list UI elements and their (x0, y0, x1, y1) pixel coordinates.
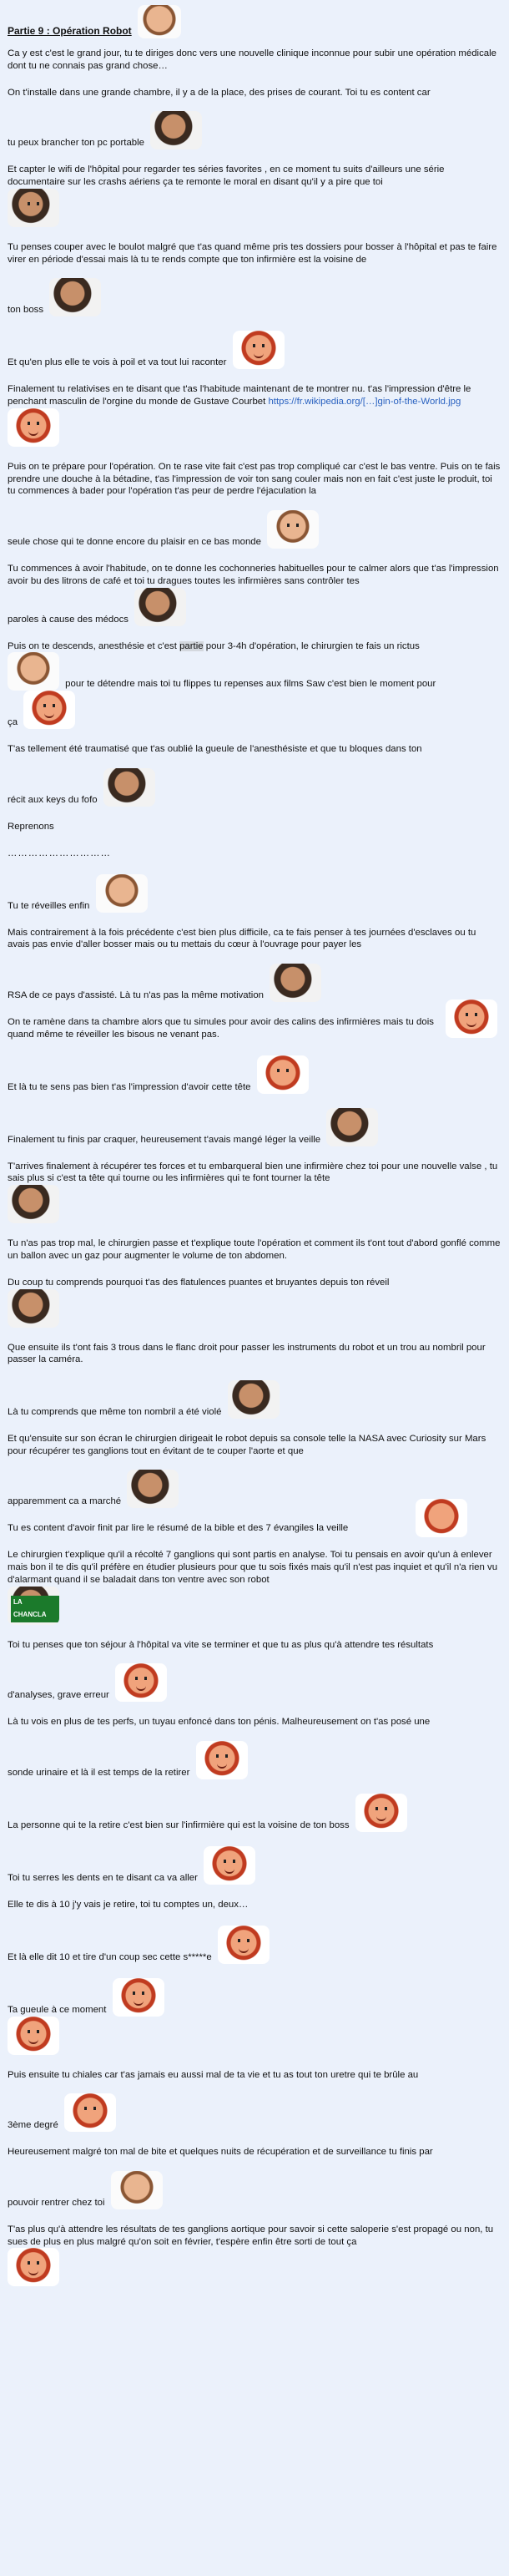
paragraph-text: RSA de ce pays d'assisté. Là tu n'as pas la même motivation (8, 990, 264, 1001)
paragraph-text: sonde urinaire et là il est temps de la retirer (8, 1768, 190, 1779)
risitas-sticker (113, 1978, 164, 2017)
paragraph (8, 1549, 501, 1624)
paragraph-text: récit aux keys du fofo (8, 795, 98, 806)
risitas-sticker (23, 691, 75, 729)
paragraph-text: pouvoir rentrer chez toi (8, 2198, 105, 2209)
paragraph (8, 874, 501, 913)
paragraph-text: Là tu comprends que même ton nombril a été violé (8, 1407, 222, 1418)
paragraph-text: Toi tu serres les dents en te disant ca va aller (8, 1873, 198, 1884)
paragraph-text: pour te détendre mais toi tu flippes tu repenses aux films Saw c'est bien le moment pour (65, 679, 436, 690)
risitas-sticker (115, 1663, 167, 1702)
paragraph-text: T'arrives finalement à récupérer tes forces et tu embarqueral bien une infirmière chez toi pour une nouvelle valse , tu sais plus si c'est ta tête qui tourne ou les infirmières qui te font tourner la tête (8, 1161, 498, 1184)
paragraph (8, 563, 501, 626)
risitas-sticker (8, 408, 59, 447)
paragraph (8, 1380, 501, 1419)
paragraph (8, 383, 501, 447)
paragraph-text: Tu commences à avoir l'habitude, on te donne les cochonneries habituelles pour te calmer alors que t'as l'impression avoir bu des litrons de café et toi tu dragues toutes les infirmières sans contrôler tes (8, 563, 499, 586)
risitas-sticker (8, 2248, 59, 2286)
paragraph-text: Et capter le wifi de l'hôpital pour regarder tes séries favorites , en ce moment tu suits d'ailleurs une série documentaire sur les crashs aériens ça te remonte le moral en disant qu'il y a pire que toi (8, 164, 445, 187)
paragraph (8, 461, 501, 549)
paragraph (8, 164, 501, 227)
shocked-sticker (228, 1380, 280, 1419)
paragraph (8, 1161, 501, 1224)
vomit-sticker (326, 1108, 378, 1146)
paragraph-text: d'analyses, grave erreur (8, 1690, 109, 1701)
paragraph (8, 1522, 501, 1535)
paragraph-text: Du coup tu comprends pourquoi t'as des flatulences puantes et bruyantes depuis ton réveil (8, 1277, 390, 1288)
paragraph-text: La personne qui te la retire c'est bien sur l'infirmière qui est la voisine de ton boss (8, 1820, 350, 1831)
paragraph: Tu n'as pas trop mal, le chirurgien passe et t'explique toute l'opération et comment ils t'ont tout d'abord gonflé comme un ballon avec un gaz pour augmenter le volume de ton abdomen. (8, 1238, 501, 1261)
surgeon-sticker (8, 652, 59, 691)
paragraph-text: T'as tellement été traumatisé que t'as oublié la gueule de l'anesthésiste et que tu bloques dans ton (8, 744, 422, 755)
paragraph-text: Ta gueule à ce moment (8, 2004, 107, 2015)
risitas-sticker (355, 1794, 407, 1832)
paragraph-text: Puis ensuite tu chiales car t'as jamais eu aussi mal de ta vie et tu as tout ton uretre qui te brûle au (8, 2069, 419, 2080)
paragraph-text: Finalement tu finis par craquer, heureusement t'avais mangé léger la veille (8, 1134, 321, 1145)
face-sticker (8, 189, 59, 227)
paragraph-text: ton boss (8, 305, 44, 316)
highlighted-word: partie (179, 640, 204, 651)
pope-sticker (416, 1499, 467, 1537)
post-title: Partie 9 : Opération Robot (8, 25, 132, 38)
paragraph-text: Tu penses couper avec le boulot malgré que t'as quand même pris tes dossiers pour bosser à l'hôpital et pas te faire virer en période d'essai mais là tu te rends compte que ton infirmière est la voisine de (8, 241, 497, 265)
paragraph (8, 1978, 501, 2055)
paragraph (8, 1108, 501, 1146)
paragraph-text: Tu es content d'avoir finit par lire le résumé de la bible et des 7 évangiles la veille (8, 1523, 349, 1534)
paragraph: Que ensuite ils t'ont fais 3 trous dans le flanc droit pour passer les instruments du robot et un trou au nombril pour passer la caméra. (8, 1342, 486, 1365)
paragraph-text: Et qu'en plus elle te vois à poil et va tout lui raconter (8, 357, 227, 368)
paragraph-text: On te ramène dans ta chambre alors que tu simules pour avoir des calins des infirmières mais tu dois quand même te réveiller les bisous ne venant pas. (8, 1016, 434, 1040)
risitas-sticker (267, 510, 319, 549)
separator-dots: ………………………… (8, 848, 111, 858)
sad-sticker (270, 964, 321, 1002)
paragraph (8, 241, 501, 316)
paragraph-text: Et là elle dit 10 et tire d'un coup sec cette s*****e (8, 1951, 212, 1962)
paragraph-text: Puis on te prépare pour l'opération. On te rase vite fait c'est pas trop compliqué car c'est le bas ventre. Puis on te fais prendre une douche à la bétadine, t'as l'impression de voir ton sang couler mais non en fait c'est juste le produit, toi tu commences à bader pour l'opération t'as peur de perdre l'éjaculation la (8, 461, 501, 497)
paragraph: Ca y est c'est le grand jour, tu te diriges donc vers une nouvelle clinique inconnue pour subir une opération médicale dont tu ne connais pas grand chose… (8, 48, 496, 71)
paragraph-text: Et qu'ensuite sur son écran le chirurgien dirigeait le robot depuis sa console telle la NASA avec Curiosity sur Mars pour récupérer tes ganglions tout en évitant de te couper l'aorte et que (8, 1434, 486, 1456)
paragraph-text: 3ème degré (8, 2120, 58, 2131)
paragraph (8, 1926, 501, 1964)
paragraph-text: seule chose qui te donne encore du plaisir en ce bas monde (8, 537, 261, 548)
dancing-sticker (134, 588, 186, 626)
sick-face-sticker (257, 1055, 309, 1094)
risitas-sticker (446, 1000, 497, 1038)
paragraph (8, 2224, 501, 2287)
paragraph (8, 1794, 501, 1832)
paragraph (8, 331, 501, 369)
thinking-sticker (103, 768, 155, 807)
paragraph-text: On t'installe dans une grande chambre, il y a de la place, des prises de courant. Toi tu es content car (8, 87, 431, 98)
paragraph-text: Toi tu penses que ton séjour à l'hôpital va vite se terminer et que tu as plus qu'à attendre tes résultats (8, 1639, 434, 1650)
risitas-sticker (218, 1926, 270, 1964)
paragraph: Elle te dis à 10 j'y vais je retire, toi tu comptes un, deux… (8, 1899, 249, 1910)
paragraph-text: Tu te réveilles enfin (8, 900, 90, 911)
dancing-sticker (8, 1185, 59, 1223)
risitas-sticker (233, 331, 285, 369)
thumbs-sticker (127, 1470, 179, 1508)
risitas-sticker (8, 2017, 59, 2055)
paragraph-text: ça (8, 717, 18, 728)
paragraph-text: pour 3-4h d'opération, le chirurgien te fais un rictus (203, 640, 420, 651)
paragraph-text: Finalement tu relativises en te disant que t'as l'habitude maintenant de te montrer nu. t'as l'impression d'être le penchant masculin de l'orgine du monde de Gustave Courbet (8, 384, 471, 407)
chancla-sticker (8, 1587, 59, 1625)
paragraph (8, 1016, 501, 1041)
post-title-row (8, 5, 501, 38)
paragraph (8, 1639, 501, 1703)
paragraph-text: tu peux brancher ton pc portable (8, 138, 145, 149)
paragraph (8, 640, 501, 730)
paragraph-text: Là tu vois en plus de tes perfs, un tuyau enfoncé dans ton pénis. Malheureusement on t'as posé une (8, 1717, 431, 1728)
paragraph (8, 87, 501, 150)
alarm-clock-sticker (96, 874, 148, 913)
robocop-sticker (138, 5, 181, 38)
paragraph (8, 743, 501, 807)
wikipedia-link[interactable]: https://fr.wikipedia.org/[…]gin-of-the-World.jpg (268, 396, 461, 407)
paragraph-text: Le chirurgien t'explique qu'il a récolté 7 ganglions qui sont partis en analyse. Toi tu pensais en avoir qu'un à enlever mais bon il te dis qu'il préfère en étudier plusieurs pour que tu sois fixés mais qu'il n'est pas inquiet et qu'il n'a rien vu d'alarmant quand il se baladait dans ton ventre avec son robot (8, 1550, 498, 1585)
paragraph (8, 2069, 501, 2133)
flatulence-sticker (8, 1289, 59, 1328)
paragraph-text: paroles à cause des médocs (8, 614, 129, 625)
paragraph-text: Heureusement malgré ton mal de bite et quelques nuits de récupération et de surveillance tu finis par (8, 2147, 433, 2158)
paragraph (8, 1055, 501, 1094)
boss-sticker (49, 278, 101, 316)
paragraph-text: Et là tu te sens pas bien t'as l'impression d'avoir cette tête (8, 1081, 251, 1092)
crying-sticker (64, 2093, 116, 2132)
risitas-sticker (204, 1846, 255, 1885)
paragraph-text: Mais contrairement à la fois précédente c'est bien plus difficile, ca te fais penser à tes journées d'esclaves ou tu avais pas envie d'aller bosser mais ou tu mettais du cœur à l'ouvrage pour payer les (8, 927, 476, 950)
paragraph (8, 1716, 501, 1779)
paragraph (8, 1277, 501, 1328)
paragraph (8, 1846, 501, 1885)
celebration-sticker (111, 2171, 163, 2209)
risitas-sticker (196, 1741, 248, 1779)
paragraph: Reprenons (8, 821, 54, 832)
paragraph-text: apparemment ca a marché (8, 1496, 122, 1507)
paragraph (8, 2146, 501, 2209)
laptop-sticker (150, 111, 202, 149)
paragraph-text: Puis on te descends, anesthésie et c'est (8, 640, 180, 651)
paragraph (8, 1433, 501, 1508)
paragraph (8, 927, 501, 1002)
paragraph-text: T'as plus qu'à attendre les résultats de tes ganglions aortique pour savoir si cette saloperie s'est propagé ou non, tu sues de plus en plus malgré qu'on soit en février, t'espère enfin être sorti de tout ça (8, 2224, 494, 2247)
